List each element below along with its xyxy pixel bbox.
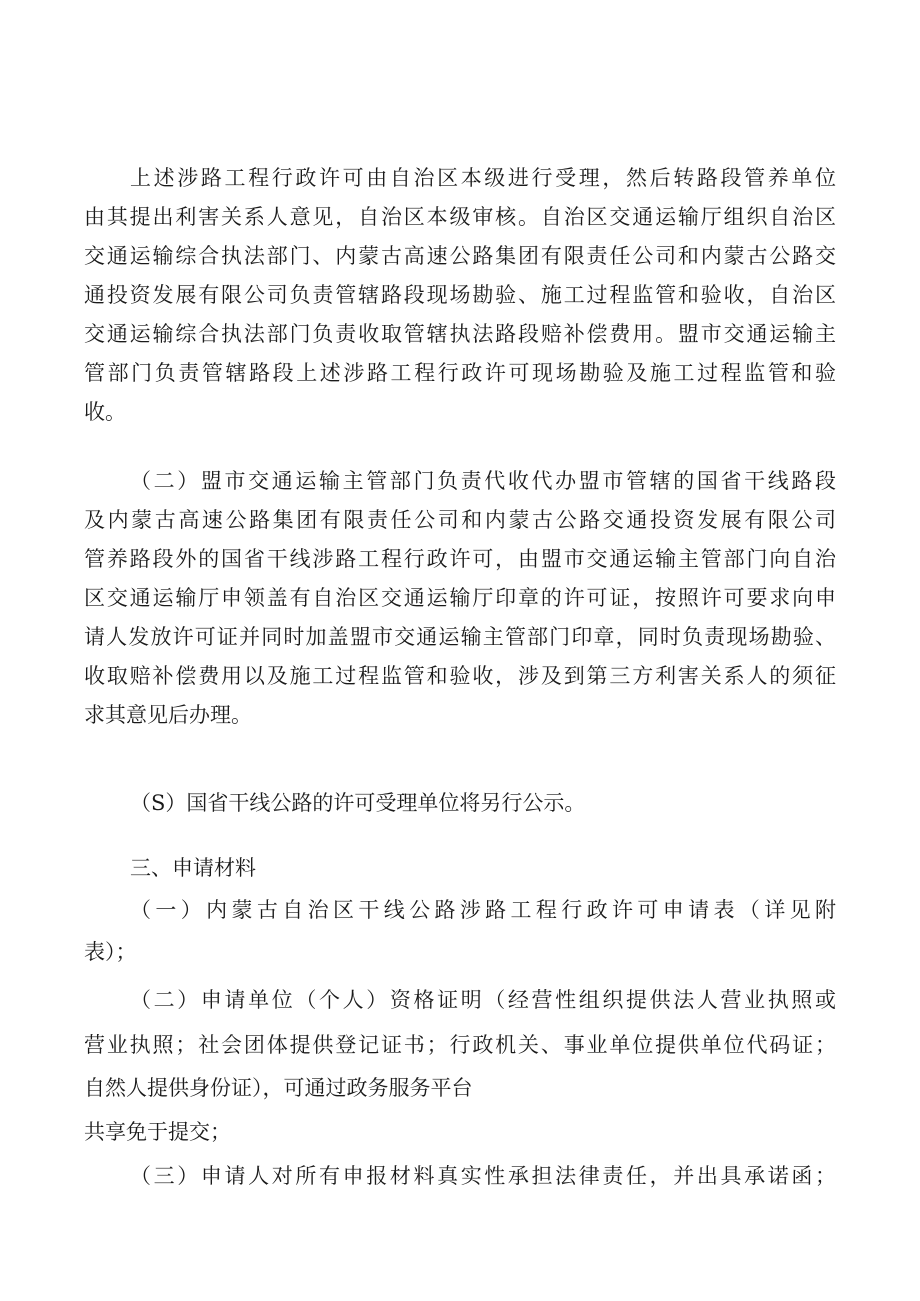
item-2-line-2: 营业执照；社会团体提供登记证书；行政机关、事业单位提供单位代码证； xyxy=(84,1033,836,1057)
paragraph-1-line-3: 交通运输综合执法部门、内蒙古高速公路集团有限责任公司和内蒙古公路交 xyxy=(84,244,836,268)
item-3-line-1: （三）申请人对所有申报材料真实性承担法律责任，并出具承诺函； xyxy=(130,1164,836,1188)
item-2-line-1: （二）申请单位（个人）资格证明（经营性组织提供法人营业执照或 xyxy=(130,988,836,1012)
paragraph-2-line-7: 求其意见后办理。 xyxy=(84,703,252,727)
paragraph-2-line-2: 及内蒙古高速公路集团有限责任公司和内蒙古公路交通投资发展有限公司 xyxy=(84,508,836,532)
paragraph-2-line-3: 管养路段外的国省干线涉路工程行政许可，由盟市交通运输主管部门向自治 xyxy=(84,547,836,571)
paragraph-1-line-6: 管部门负责管辖路段上述涉路工程行政许可现场勘验及施工过程监管和验 xyxy=(84,361,836,385)
paragraph-1-line-5: 交通运输综合执法部门负责收取管辖执法路段赔补偿费用。盟市交通运输主 xyxy=(84,322,836,346)
paragraph-1-line-2: 由其提出利害关系人意见，自治区本级审核。自治区交通运输厅组织自治区 xyxy=(84,205,836,229)
paragraph-2-line-5: 请人发放许可证并同时加盖盟市交通运输主管部门印章，同时负责现场勘验、 xyxy=(84,625,836,649)
paragraph-2-line-4: 区交通运输厅申领盖有自治区交通运输厅印章的许可证，按照许可要求向申 xyxy=(84,586,836,610)
paragraph-1-line-1: 上述涉路工程行政许可由自治区本级进行受理，然后转路段管养单位 xyxy=(130,166,836,190)
section-heading: 三、申请材料 xyxy=(130,856,256,880)
paragraph-2-line-1: （二）盟市交通运输主管部门负责代收代办盟市管辖的国省干线路段 xyxy=(130,469,836,493)
paragraph-1-line-4: 通投资发展有限公司负责管辖路段现场勘验、施工过程监管和验收，自治区 xyxy=(84,283,836,307)
paragraph-1-line-7: 收。 xyxy=(84,400,126,424)
paragraph-2-line-6: 收取赔补偿费用以及施工过程监管和验收，涉及到第三方利害关系人的须征 xyxy=(84,664,836,688)
item-2-line-3: 自然人提供身份证），可通过政务服务平台 xyxy=(84,1076,473,1100)
item-1-line-1: （一）内蒙古自治区干线公路涉路工程行政许可申请表（详见附 xyxy=(130,898,836,922)
item-2-line-4: 共享免于提交； xyxy=(84,1120,231,1144)
item-1-line-2: 表）； xyxy=(84,940,137,964)
paragraph-3: （S）国省干线公路的许可受理单位将另行公示。 xyxy=(130,791,586,815)
